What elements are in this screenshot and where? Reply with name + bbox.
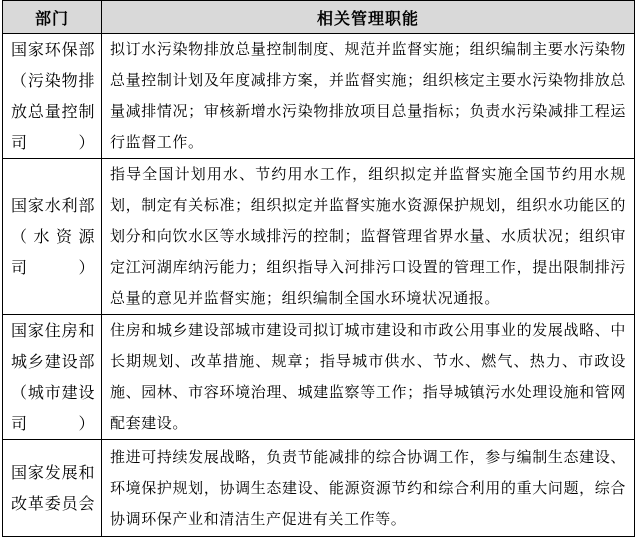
department-cell: 国家环保部（污染物排放总量控制司） [3,34,102,159]
responsibility-table-container [2,0,634,528]
department-column-header: 部门 [3,1,102,34]
department-responsibility-table [2,0,635,537]
department-cell: 国家水利部（水资源司） [3,159,102,315]
functions-cell: 推进可持续发展战略，负责节能减排的综合协调工作，参与编制生态建设、环境保护规划，协调生态建设、能源资源节约和综合利用的重大问题，综合协调环保产业和清洁生产促进有关工作等。 [102,440,635,537]
department-cell: 国家发展和改革委员会 [3,440,102,537]
table-row [3,34,635,159]
functions-cell: 住房和城乡建设部城市建设司拟订城市建设和市政公用事业的发展战略、中长期规划、改革措施、规章；指导城市供水、节水、燃气、热力、市政设施、园林、市容环境治理、城建监察等工作；指导城镇污水处理设施和管网配套建设。 [102,315,635,440]
table-body [3,34,635,537]
functions-column-header: 相关管理职能 [102,1,635,34]
table-row [3,440,635,537]
table-header [3,1,635,34]
functions-cell: 拟订水污染物排放总量控制制度、规范并监督实施；组织编制主要水污染物总量控制计划及年度减排方案，并监督实施；组织核定主要水污染物排放总量减排情况；审核新增水污染物排放项目总量指标；负责水污染减排工程运行监督工作。 [102,34,635,159]
header-row [3,1,635,34]
department-cell: 国家住房和城乡建设部（城市建设司） [3,315,102,440]
table-row [3,315,635,440]
functions-cell: 指导全国计划用水、节约用水工作，组织拟定并监督实施全国节约用水规划，制定有关标准；组织拟定并监督实施水资源保护规划，组织水功能区的划分和向饮水区等水域排污的控制；监督管理省界水量、水质状况；组织审定江河湖库纳污能力；组织指导入河排污口设置的管理工作，提出限制排污总量的意见并监督实施；组织编制全国水环境状况通报。 [102,159,635,315]
table-row [3,159,635,315]
